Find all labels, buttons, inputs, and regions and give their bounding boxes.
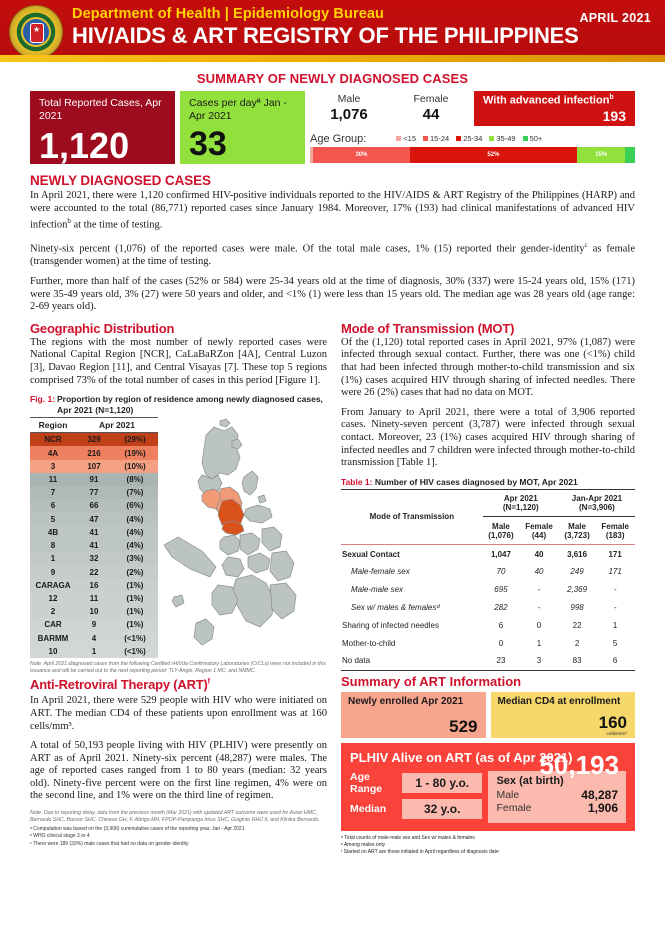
- region-count: 9: [91, 620, 97, 630]
- cases-per-day-card: [180, 91, 305, 164]
- mot-row-value: 40: [534, 567, 544, 577]
- region-name: CAR: [44, 620, 62, 630]
- page-header: [0, 0, 665, 62]
- region-col-header: Region: [30, 418, 76, 433]
- sex-summary-row: [310, 91, 635, 126]
- doh-seal-icon: ★: [9, 5, 63, 59]
- region-name: 11: [48, 474, 58, 484]
- footnote-line: ᵉ Among males only: [341, 841, 386, 848]
- newly-diagnosed-p3: Further, more than half of the cases (52% or 584) were 25-34 years old at the time of diagnosis, 30% (337) were 15-24 years old, 15% (171) were 35-49 years old, 3% (27) were 50 years and older, and <1% (1) were less than 15 years old. The median age was 28 years old (age range: 2-69 years old).: [30, 275, 635, 313]
- male-box: [310, 91, 388, 126]
- region-percent: (10%): [124, 461, 146, 471]
- region-count: 216: [87, 448, 101, 458]
- mot-table-row: [341, 545, 635, 563]
- legend-swatch: [396, 136, 401, 141]
- region-name: 8: [50, 541, 56, 551]
- region-name: BARMM: [37, 633, 69, 643]
- mot-table-row: [341, 616, 635, 634]
- region-table-row: [30, 473, 158, 486]
- mot-row-value: 40: [534, 549, 544, 559]
- age-legend-item: 35-49: [489, 134, 515, 143]
- region-table-row: [30, 592, 158, 605]
- region-percent: (<1%): [124, 646, 146, 656]
- region-name: 3: [50, 461, 56, 471]
- region-count: 1: [91, 646, 97, 656]
- figure1-caption-text: Proportion by region of residence among newly diagnosed cases, Apr 2021 (N=1,120): [57, 394, 323, 415]
- age-range-label: Age Range: [350, 770, 383, 795]
- right-column: [341, 321, 635, 856]
- mot-row-value: 0: [536, 620, 542, 630]
- mot-table-row: [341, 581, 635, 599]
- region-name: 10: [48, 646, 58, 656]
- mot-row-value: 1,047: [490, 549, 511, 559]
- region-count: 16: [89, 580, 99, 590]
- figure1-body: [30, 417, 327, 658]
- mot-row-value: 998: [570, 602, 584, 612]
- newly-enrolled-label: Newly enrolled Apr 2021: [348, 695, 464, 707]
- sex-male-value: 48,287: [581, 787, 618, 802]
- mot-row-value: 5: [612, 638, 618, 648]
- male-label: Male: [337, 93, 361, 105]
- table1-label: Table 1:: [341, 476, 373, 487]
- mot-row-label: Mother-to-child: [342, 638, 396, 648]
- median-age-label: Median: [350, 802, 387, 815]
- newly-diagnosed-heading: NEWLY DIAGNOSED CASES: [30, 173, 211, 188]
- header-date: APRIL 2021: [579, 11, 651, 25]
- median-age-row: [350, 799, 482, 819]
- mot-row-value: 3: [519, 652, 559, 670]
- total-reported-cases-card: [30, 91, 175, 164]
- region-count: 11: [89, 593, 99, 603]
- region-table-header: [30, 418, 158, 433]
- header-divider: [0, 55, 665, 62]
- region-table-row: [30, 605, 158, 618]
- region-count: 66: [89, 501, 99, 511]
- female-label: Female: [413, 93, 449, 105]
- two-column-layout: [30, 321, 635, 856]
- art-summary-footnotes: [341, 835, 635, 856]
- region-count: 22: [89, 567, 99, 577]
- mot-row-label: Sex w/ males & femalesᵈ: [351, 602, 440, 612]
- mot-row-value: 6: [498, 620, 504, 630]
- region-percent: (4%): [126, 514, 144, 524]
- mot-row-value: -: [537, 585, 541, 595]
- art-footnotes: [30, 826, 327, 848]
- region-table-row: [30, 460, 158, 473]
- mot-row-value: 695: [494, 585, 508, 595]
- age-range-row: [350, 771, 482, 795]
- mot-row-value: -: [537, 602, 541, 612]
- footnote-line: ᵈ Total counts of male-male sex and Sex w/ males & females: [341, 834, 475, 841]
- mot-row-value: 282: [494, 602, 508, 612]
- mot-table-row: [341, 652, 635, 670]
- left-column: [30, 321, 327, 856]
- summary-title: SUMMARY OF NEWLY DIAGNOSED CASES: [196, 71, 469, 86]
- region-count: 32: [89, 554, 99, 564]
- region-table-row: [30, 565, 158, 578]
- legend-swatch: [523, 136, 528, 141]
- age-legend-item: 50+: [523, 134, 543, 143]
- region-name: 4A: [47, 448, 59, 458]
- region-table-row: [30, 618, 158, 631]
- age-group-label: Age Group:: [310, 132, 367, 145]
- newly-diagnosed-p2: Ninety-six percent (1,076) of the reported cases were male. Of the total male cases, 1% (15) reported their gender-identity$^c$ as female (transgender women) at the time of testing.: [30, 241, 635, 268]
- region-name: 5: [50, 514, 56, 524]
- footnote-line: ᵃ Computation was based on the (3,906) cummulative cases of the reporting year, Jan - Apr 2021: [30, 826, 245, 833]
- age-bar-segment: 30%: [313, 147, 410, 163]
- region-percent: (1%): [126, 593, 144, 603]
- newly-diagnosed-p1: In April 2021, there were 1,120 confirmed HIV-positive individuals reported to the HIV/AIDS & ART Registry of the Philippines (HARP) and were accounted to the total (86,771) reported cases since January 1984. Moreover, 17% (193) had clinical manifestations of advanced HIV infection$^b$ at the time of testing.: [30, 190, 635, 231]
- region-count: 41: [89, 541, 99, 551]
- region-name: 4B: [47, 527, 59, 537]
- mot-row-value: 6: [595, 652, 635, 670]
- mot-table-row: [341, 599, 635, 617]
- sex-female-label: Female: [496, 801, 532, 814]
- mot-row-value: 0: [498, 638, 504, 648]
- cases-per-day-value: 33: [189, 125, 227, 163]
- footnote-line: ᵇ WHO clinical stage 3 or 4: [30, 833, 90, 840]
- age-bar-segment: 15%: [577, 147, 625, 163]
- figure1-note: Note: April 2021 diagnosed cases from the following Certified rHIVda Confirmatory Laboratories (CrCLs) were not included in this issuance and will be carried out to the next reporting period: TLY-Angle, Region 1 MC, and NMMC.: [30, 661, 326, 674]
- newly-enrolled-value: 529: [449, 716, 478, 736]
- median-cd4-value: 160: [598, 712, 627, 732]
- region-percent: (6%): [126, 501, 144, 511]
- mot-row-label: Sexual Contact: [342, 549, 400, 559]
- mot-subheader-cell: Male (1,076): [483, 517, 519, 545]
- region-count: 77: [89, 488, 99, 498]
- region-table-row: [30, 632, 158, 645]
- mot-p2: From January to April 2021, there were a total of 3,906 reported cases. Ninety-seven percent (3,787) were infected through sexual contact. Moreover, 23 (1%) cases acquired HIV through sharing of infected needles and 7 children were infected through mother-to-child transmission [Table 1].: [341, 406, 635, 469]
- sex-male-label: Male: [496, 788, 520, 801]
- region-percent: (<1%): [124, 633, 146, 643]
- region-name: 7: [50, 488, 56, 498]
- art-p2: A total of 50,193 people living with HIV (PLHIV) were presently on ART as of April 2021. Ninety-six percent (48,287) were males. The age of reported cases ranged from 1 to 80 years (median: 32 years old). Ninety-five percent were on the first line regimen, 4% were on the second line, and 1% were on the third line of regimen.: [30, 740, 327, 802]
- region-count: 107: [87, 461, 101, 471]
- figure1-caption: [30, 394, 327, 415]
- region-table-row: [30, 539, 158, 552]
- region-count: 4: [91, 633, 97, 643]
- region-table-row: [30, 499, 158, 512]
- mot-row-value: 3,616: [567, 549, 588, 559]
- total-reported-cases-value: 1,120: [39, 125, 130, 166]
- plhiv-age-block: [350, 771, 482, 823]
- mot-row-value: 70: [496, 567, 506, 577]
- age-group-chart: [310, 130, 635, 164]
- region-name: NCR: [44, 435, 62, 445]
- region-name: CARAGA: [35, 580, 71, 590]
- advanced-infection-value: 193: [602, 108, 626, 124]
- median-cd4-card: [491, 692, 636, 738]
- region-table-row: [30, 446, 158, 459]
- mot-row-value: 83: [559, 652, 595, 670]
- art-summary-top-cards: [341, 692, 635, 738]
- mot-row-value: 249: [570, 567, 584, 577]
- median-cd4-unit: cells/mm³: [606, 731, 627, 737]
- mot-group1-header: Apr 2021 (N=1,120): [483, 489, 559, 517]
- header-title: HIV/AIDS & ART REGISTRY OF THE PHILIPPINES: [72, 23, 579, 48]
- mot-row-value: -: [613, 602, 617, 612]
- summary-section: [0, 62, 665, 164]
- mot-heading: Mode of Transmission (MOT): [341, 320, 515, 336]
- region-table-row: [30, 513, 158, 526]
- male-value: 1,076: [330, 106, 368, 123]
- table1-caption-text: Number of HIV cases diagnosed by MOT, Apr 2021: [374, 476, 578, 487]
- region-percent: (19%): [124, 448, 146, 458]
- philippines-map: [158, 417, 327, 658]
- mot-row-label: No data: [341, 652, 483, 670]
- region-count: 41: [89, 527, 99, 537]
- region-name: 12: [48, 593, 58, 603]
- region-percent: (4%): [126, 541, 144, 551]
- region-count: 91: [89, 474, 99, 484]
- total-reported-cases-label: Total Reported Cases, Apr 2021: [39, 97, 162, 122]
- age-group-stacked-bar: [310, 147, 635, 163]
- mot-row-label: Sharing of infected needles: [342, 620, 439, 630]
- mot-row-value: 171: [608, 549, 622, 559]
- region-percent: (3%): [126, 554, 144, 564]
- median-cd4-label: Median CD4 at enrollment: [497, 695, 621, 707]
- region-percent: (4%): [126, 527, 144, 537]
- mot-subheader-cell: Female (44): [519, 517, 559, 545]
- footnote-line: ᶜ There were 189 (33%) male cases that had no data on gender-identity: [30, 840, 189, 847]
- header-organization: Department of Health | Epidemiology Bureau: [72, 6, 384, 22]
- region-table-row: [30, 645, 158, 658]
- legend-swatch: [489, 136, 494, 141]
- sex-at-birth-label: Sex (at birth): [496, 774, 564, 787]
- philippines-map-icon: [162, 417, 302, 653]
- sex-female-value: 1,906: [587, 800, 618, 815]
- age-range-value: 1 - 80 y.o.: [402, 773, 482, 793]
- region-percent: (1%): [126, 580, 144, 590]
- plhiv-alive-card: [341, 743, 635, 831]
- region-table-row: [30, 579, 158, 592]
- region-table: [30, 417, 158, 658]
- region-count: 10: [89, 607, 99, 617]
- region-name: 2: [50, 607, 56, 617]
- mot-row-value: 2: [574, 638, 580, 648]
- region-table-row: [30, 486, 158, 499]
- mot-row-value: 171: [608, 567, 622, 577]
- summary-cards: [30, 91, 635, 164]
- summary-right-column: [310, 91, 635, 164]
- mot-row-value: 2,369: [567, 585, 588, 595]
- mot-row-value: 22: [572, 620, 582, 630]
- region-percent: (8%): [126, 474, 144, 484]
- region-count: 329: [87, 435, 101, 445]
- header-titles: [72, 6, 579, 49]
- sex-male-row: [496, 789, 618, 802]
- mot-table-row: [341, 563, 635, 581]
- geographic-distribution-heading: Geographic Distribution: [30, 320, 175, 336]
- period-col-header: Apr 2021: [76, 418, 158, 433]
- female-value: 44: [422, 106, 440, 123]
- table1-caption: [341, 477, 635, 487]
- region-percent: (1%): [126, 620, 144, 630]
- age-group-legend: [310, 130, 635, 147]
- region-name: 6: [50, 501, 56, 511]
- mot-row-label: Male-male sex: [351, 585, 404, 595]
- region-count: 47: [89, 514, 99, 524]
- mot-row-value: 23: [483, 652, 519, 670]
- region-table-row: [30, 433, 158, 447]
- plhiv-alive-label: PLHIV Alive on ART (as of Apr 2021): [350, 749, 573, 765]
- mot-row-value: -: [613, 585, 617, 595]
- region-name: 9: [50, 567, 56, 577]
- median-age-value: 32 y.o.: [402, 799, 482, 819]
- region-percent: (29%): [124, 435, 146, 445]
- age-bar-segment: [625, 147, 635, 163]
- art-p1: In April 2021, there were 529 people with HIV who were initiated on ART. The median CD4 of these patients upon enrollment was at 160 cells/mm³.: [30, 695, 327, 732]
- legend-swatch: [423, 136, 428, 141]
- mot-row-value: 1: [612, 620, 618, 630]
- art-heading: Anti-Retroviral Therapy (ART)$^f$: [30, 677, 210, 693]
- mot-subheader-cell: Female (183): [595, 517, 635, 545]
- mot-p1: Of the (1,120) total reported cases in April 2021, 97% (1,087) were infected through sexual contact. Further, there was one (<1%) child that had been infected through mother-to-child transmission and six (1%) cases acquired HIV through sharing of infected needles. There were 26 (2%) cases that had no data on MOT.: [341, 336, 635, 399]
- age-legend-item: 15-24: [423, 134, 449, 143]
- cases-per-day-label: Cases per dayª Jan - Apr 2021: [189, 97, 287, 122]
- newly-enrolled-card: [341, 692, 486, 738]
- main-content: [0, 164, 665, 856]
- mot-col-header: Mode of Transmission: [341, 489, 483, 545]
- advanced-infection-label: With advanced infection$^b$: [483, 94, 614, 107]
- mot-group2-header: Jan-Apr 2021 (N=3,906): [559, 489, 635, 517]
- footnote-line: ᶠ Started on ART are those initiated in April regardless of diagnosis date: [341, 848, 499, 855]
- region-table-row: [30, 552, 158, 565]
- female-box: [392, 91, 470, 126]
- legend-swatch: [456, 136, 461, 141]
- mot-row-label: Male-female sex: [351, 567, 410, 577]
- mot-subheader-cell: Male (3,723): [559, 517, 595, 545]
- art-summary-heading: Summary of ART Information: [341, 673, 522, 689]
- region-percent: (7%): [126, 488, 144, 498]
- mot-table-row: [341, 634, 635, 652]
- sex-female-row: [496, 802, 618, 815]
- advanced-infection-card: [474, 91, 635, 126]
- region-percent: (1%): [126, 607, 144, 617]
- mot-table-header-group: [341, 489, 635, 517]
- geographic-distribution-text: The regions with the most number of newly reported cases were National Capital Region [NCR], CaLaBaRZon [4A], Central Luzon [3], Davao Region [11], and Central Visayas [7]. These top 5 regions comprised 73% of the total number of cases in this period [Figure 1].: [30, 336, 327, 386]
- age-legend-item: <15: [396, 134, 416, 143]
- age-bar-segment: 52%: [410, 147, 577, 163]
- figure1-label: Fig. 1:: [30, 394, 56, 405]
- plhiv-alive-value: 50,193: [539, 749, 619, 780]
- mot-row-value: 1: [536, 638, 542, 648]
- region-name: 1: [50, 554, 56, 564]
- region-table-row: [30, 526, 158, 539]
- art-note: Note: Due to reporting delay, data from the previous month (Mar 2021) with updated ART outcome were used for Asian HMC, Bernardo SHC, Bacoor SHC, Chinese GH, F. Abrigo MH, FPOP-Pampanga Imus SHC, Guiginto RHU II, and Klinika Bernardo.: [30, 810, 320, 823]
- mot-table: [341, 489, 635, 671]
- age-legend-item: 25-34: [456, 134, 482, 143]
- region-percent: (2%): [126, 567, 144, 577]
